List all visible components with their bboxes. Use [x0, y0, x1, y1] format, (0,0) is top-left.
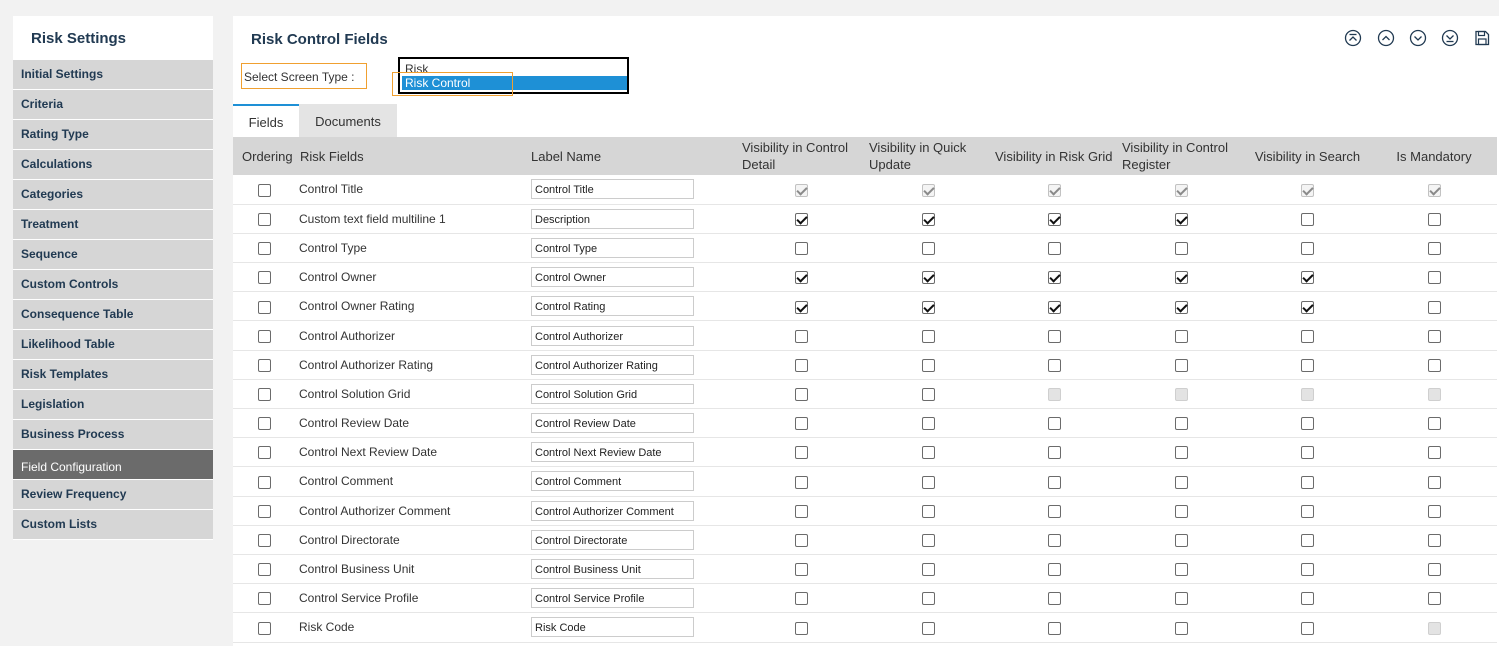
visibility-risk-grid-checkbox[interactable]: [1048, 592, 1061, 605]
visibility-control-register-checkbox[interactable]: [1175, 622, 1188, 635]
is-mandatory-checkbox[interactable]: [1428, 301, 1441, 314]
label-name-input[interactable]: Control Owner: [531, 267, 694, 287]
label-name-input[interactable]: Description: [531, 209, 694, 229]
visibility-control-detail-checkbox[interactable]: [795, 242, 808, 255]
visibility-control-register-checkbox[interactable]: [1175, 330, 1188, 343]
ordering-checkbox[interactable]: [258, 388, 271, 401]
visibility-quick-update-checkbox[interactable]: [922, 417, 935, 430]
is-mandatory-checkbox[interactable]: [1428, 446, 1441, 459]
sidebar: [13, 16, 213, 540]
label-name-input[interactable]: Control Next Review Date: [531, 442, 694, 462]
visibility-search-checkbox[interactable]: [1301, 417, 1314, 430]
sidebar-item-likelihood-table[interactable]: Likelihood Table: [13, 330, 213, 360]
visibility-search-checkbox[interactable]: [1301, 622, 1314, 635]
sidebar-item-calculations[interactable]: Calculations: [13, 150, 213, 180]
table-header-row: [233, 137, 1497, 175]
page-title: Risk Control Fields: [251, 31, 388, 48]
ordering-checkbox[interactable]: [258, 622, 271, 635]
is-mandatory-checkbox: [1428, 184, 1441, 197]
is-mandatory-checkbox[interactable]: [1428, 330, 1441, 343]
sidebar-item-field-configuration[interactable]: Field Configuration: [13, 450, 213, 480]
visibility-search-checkbox[interactable]: [1301, 301, 1314, 314]
risk-field-name: Control Comment: [296, 467, 527, 496]
visibility-search-checkbox[interactable]: [1301, 476, 1314, 489]
visibility-control-register-checkbox[interactable]: [1175, 359, 1188, 372]
visibility-risk-grid-checkbox[interactable]: [1048, 622, 1061, 635]
table-row: [233, 584, 1497, 613]
risk-field-name: Control Type: [296, 233, 527, 262]
is-mandatory-checkbox[interactable]: [1428, 534, 1441, 547]
visibility-control-register-checkbox[interactable]: [1175, 271, 1188, 284]
label-name-input[interactable]: Control Business Unit: [531, 559, 694, 579]
visibility-control-detail-checkbox[interactable]: [795, 330, 808, 343]
screen-type-label: Select Screen Type :: [241, 63, 367, 89]
table-row: [233, 350, 1497, 379]
visibility-control-register-checkbox[interactable]: [1175, 446, 1188, 459]
sidebar-item-business-process[interactable]: Business Process: [13, 420, 213, 450]
sidebar-item-custom-lists[interactable]: Custom Lists: [13, 510, 213, 540]
risk-field-name: Risk Code: [296, 613, 527, 642]
visibility-control-register-checkbox[interactable]: [1175, 242, 1188, 255]
visibility-risk-grid-checkbox[interactable]: [1048, 476, 1061, 489]
save-icon[interactable]: [1473, 29, 1491, 47]
risk-field-name: Control Review Date: [296, 409, 527, 438]
sidebar-item-review-frequency[interactable]: Review Frequency: [13, 480, 213, 510]
visibility-quick-update-checkbox[interactable]: [922, 446, 935, 459]
risk-field-name: Custom text field multiline 1: [296, 204, 527, 233]
sidebar-item-custom-controls[interactable]: Custom Controls: [13, 270, 213, 300]
table-row: [233, 204, 1497, 233]
visibility-search-checkbox[interactable]: [1301, 271, 1314, 284]
label-name-input[interactable]: Risk Code: [531, 617, 694, 637]
table-row: [233, 496, 1497, 525]
sidebar-item-rating-type[interactable]: Rating Type: [13, 120, 213, 150]
sidebar-item-categories[interactable]: Categories: [13, 180, 213, 210]
visibility-quick-update-checkbox[interactable]: [922, 505, 935, 518]
label-name-input[interactable]: Control Authorizer Rating: [531, 355, 694, 375]
visibility-search-checkbox[interactable]: [1301, 446, 1314, 459]
sidebar-title: Risk Settings: [13, 16, 213, 60]
sidebar-item-sequence[interactable]: Sequence: [13, 240, 213, 270]
ordering-checkbox[interactable]: [258, 505, 271, 518]
is-mandatory-checkbox[interactable]: [1428, 476, 1441, 489]
visibility-control-detail-checkbox[interactable]: [795, 505, 808, 518]
risk-field-name: Control Authorizer Rating: [296, 350, 527, 379]
risk-field-name: Control Solution Grid: [296, 379, 527, 408]
visibility-control-register-checkbox[interactable]: [1175, 213, 1188, 226]
risk-field-name: Control Authorizer: [296, 321, 527, 350]
visibility-quick-update-checkbox[interactable]: [922, 213, 935, 226]
risk-field-name: Control Business Unit: [296, 554, 527, 583]
visibility-quick-update-checkbox[interactable]: [922, 476, 935, 489]
label-name-input[interactable]: Control Review Date: [531, 413, 694, 433]
label-name-input[interactable]: Control Authorizer Comment: [531, 501, 694, 521]
visibility-risk-grid-checkbox: [1048, 184, 1061, 197]
table-row: [233, 525, 1497, 554]
visibility-quick-update-checkbox[interactable]: [922, 534, 935, 547]
header-visibility-control-detail: Visibility in Control Detail: [738, 137, 865, 175]
visibility-quick-update-checkbox[interactable]: [922, 563, 935, 576]
ordering-checkbox[interactable]: [258, 242, 271, 255]
visibility-quick-update-checkbox[interactable]: [922, 330, 935, 343]
visibility-control-detail-checkbox[interactable]: [795, 622, 808, 635]
label-name-input[interactable]: Control Type: [531, 238, 694, 258]
visibility-risk-grid-checkbox[interactable]: [1048, 213, 1061, 226]
screen-type-option-risk[interactable]: Risk: [405, 62, 429, 76]
move-down-icon[interactable]: [1409, 29, 1427, 47]
ordering-checkbox[interactable]: [258, 563, 271, 576]
visibility-search-checkbox[interactable]: [1301, 330, 1314, 343]
visibility-search-checkbox[interactable]: [1301, 534, 1314, 547]
visibility-risk-grid-checkbox[interactable]: [1048, 505, 1061, 518]
visibility-quick-update-checkbox[interactable]: [922, 242, 935, 255]
risk-field-name: Control Owner: [296, 263, 527, 292]
is-mandatory-checkbox: [1428, 622, 1441, 635]
visibility-control-detail-checkbox[interactable]: [795, 592, 808, 605]
visibility-control-detail-checkbox[interactable]: [795, 301, 808, 314]
visibility-control-register-checkbox[interactable]: [1175, 592, 1188, 605]
label-name-input[interactable]: Control Directorate: [531, 530, 694, 550]
table-row: [233, 554, 1497, 583]
is-mandatory-checkbox: [1428, 388, 1441, 401]
table-row: [233, 263, 1497, 292]
is-mandatory-checkbox[interactable]: [1428, 242, 1441, 255]
table-row: [233, 321, 1497, 350]
ordering-checkbox[interactable]: [258, 301, 271, 314]
visibility-risk-grid-checkbox[interactable]: [1048, 563, 1061, 576]
visibility-quick-update-checkbox[interactable]: [922, 359, 935, 372]
risk-field-name: Control Title: [296, 175, 527, 204]
visibility-search-checkbox[interactable]: [1301, 563, 1314, 576]
visibility-control-register-checkbox: [1175, 184, 1188, 197]
label-name-input[interactable]: Control Title: [531, 179, 694, 199]
visibility-search-checkbox[interactable]: [1301, 213, 1314, 226]
ordering-checkbox[interactable]: [258, 534, 271, 547]
ordering-checkbox[interactable]: [258, 417, 271, 430]
table-row: [233, 233, 1497, 262]
visibility-control-detail-checkbox[interactable]: [795, 563, 808, 576]
main-panel: [233, 16, 1499, 646]
is-mandatory-checkbox[interactable]: [1428, 271, 1441, 284]
ordering-checkbox[interactable]: [258, 330, 271, 343]
header-visibility-control-register: Visibility in Control Register: [1118, 137, 1244, 175]
visibility-control-detail-checkbox[interactable]: [795, 476, 808, 489]
tab-documents[interactable]: Documents: [299, 104, 397, 137]
sidebar-item-initial-settings[interactable]: Initial Settings: [13, 60, 213, 90]
is-mandatory-checkbox[interactable]: [1428, 417, 1441, 430]
header-visibility-risk-grid: Visibility in Risk Grid: [991, 137, 1118, 175]
is-mandatory-checkbox[interactable]: [1428, 505, 1441, 518]
move-up-icon[interactable]: [1377, 29, 1395, 47]
screen-type-listbox[interactable]: [398, 57, 629, 94]
is-mandatory-checkbox[interactable]: [1428, 359, 1441, 372]
visibility-quick-update-checkbox[interactable]: [922, 271, 935, 284]
move-to-bottom-icon[interactable]: [1441, 29, 1459, 47]
visibility-control-register-checkbox[interactable]: [1175, 505, 1188, 518]
risk-field-name: Control Authorizer Comment: [296, 496, 527, 525]
visibility-quick-update-checkbox[interactable]: [922, 622, 935, 635]
ordering-checkbox[interactable]: [258, 359, 271, 372]
ordering-checkbox[interactable]: [258, 476, 271, 489]
header-label-name: Label Name: [527, 137, 738, 175]
label-name-input[interactable]: Control Solution Grid: [531, 384, 694, 404]
is-mandatory-checkbox[interactable]: [1428, 213, 1441, 226]
label-name-input[interactable]: Control Comment: [531, 471, 694, 491]
sidebar-menu: [13, 60, 213, 540]
sidebar-item-legislation[interactable]: Legislation: [13, 390, 213, 420]
visibility-search-checkbox[interactable]: [1301, 242, 1314, 255]
visibility-control-detail-checkbox[interactable]: [795, 534, 808, 547]
visibility-control-register-checkbox[interactable]: [1175, 476, 1188, 489]
table-row: [233, 409, 1497, 438]
label-name-input[interactable]: Control Rating: [531, 296, 694, 316]
visibility-search-checkbox: [1301, 388, 1314, 401]
table-row: [233, 438, 1497, 467]
visibility-risk-grid-checkbox[interactable]: [1048, 446, 1061, 459]
table-row: [233, 379, 1497, 408]
header-risk-fields: Risk Fields: [296, 137, 527, 175]
ordering-checkbox[interactable]: [258, 592, 271, 605]
visibility-control-detail-checkbox[interactable]: [795, 417, 808, 430]
visibility-control-detail-checkbox[interactable]: [795, 271, 808, 284]
risk-field-name: Control Owner Rating: [296, 292, 527, 321]
label-name-input[interactable]: Control Service Profile: [531, 588, 694, 608]
visibility-quick-update-checkbox: [922, 184, 935, 197]
fields-table: [233, 137, 1497, 643]
table-row: [233, 175, 1497, 204]
visibility-risk-grid-checkbox: [1048, 388, 1061, 401]
visibility-control-detail-checkbox[interactable]: [795, 213, 808, 226]
visibility-quick-update-checkbox[interactable]: [922, 592, 935, 605]
visibility-control-register-checkbox[interactable]: [1175, 301, 1188, 314]
table-row: [233, 613, 1497, 642]
visibility-control-register-checkbox[interactable]: [1175, 563, 1188, 576]
visibility-risk-grid-checkbox[interactable]: [1048, 417, 1061, 430]
sidebar-item-consequence-table[interactable]: Consequence Table: [13, 300, 213, 330]
visibility-quick-update-checkbox[interactable]: [922, 301, 935, 314]
table-row: [233, 467, 1497, 496]
label-name-input[interactable]: Control Authorizer: [531, 326, 694, 346]
ordering-checkbox[interactable]: [258, 271, 271, 284]
table-row: [233, 292, 1497, 321]
screen-type-option-risk-control[interactable]: Risk Control: [402, 76, 627, 90]
visibility-risk-grid-checkbox[interactable]: [1048, 534, 1061, 547]
ordering-checkbox[interactable]: [258, 184, 271, 197]
risk-field-name: Control Directorate: [296, 525, 527, 554]
visibility-search-checkbox[interactable]: [1301, 359, 1314, 372]
visibility-search-checkbox: [1301, 184, 1314, 197]
header-visibility-search: Visibility in Search: [1244, 137, 1371, 175]
visibility-search-checkbox[interactable]: [1301, 505, 1314, 518]
visibility-risk-grid-checkbox[interactable]: [1048, 242, 1061, 255]
visibility-search-checkbox[interactable]: [1301, 592, 1314, 605]
visibility-risk-grid-checkbox[interactable]: [1048, 330, 1061, 343]
risk-field-name: Control Service Profile: [296, 584, 527, 613]
visibility-control-detail-checkbox: [795, 184, 808, 197]
is-mandatory-checkbox[interactable]: [1428, 592, 1441, 605]
is-mandatory-checkbox[interactable]: [1428, 563, 1441, 576]
visibility-risk-grid-checkbox[interactable]: [1048, 359, 1061, 372]
sidebar-item-risk-templates[interactable]: Risk Templates: [13, 360, 213, 390]
visibility-control-detail-checkbox[interactable]: [795, 359, 808, 372]
ordering-checkbox[interactable]: [258, 446, 271, 459]
visibility-risk-grid-checkbox[interactable]: [1048, 301, 1061, 314]
visibility-control-register-checkbox[interactable]: [1175, 417, 1188, 430]
tab-fields[interactable]: Fields: [233, 104, 299, 137]
header-ordering: Ordering: [233, 137, 296, 175]
sidebar-item-criteria[interactable]: Criteria: [13, 90, 213, 120]
visibility-quick-update-checkbox[interactable]: [922, 388, 935, 401]
visibility-control-detail-checkbox[interactable]: [795, 388, 808, 401]
risk-field-name: Control Next Review Date: [296, 438, 527, 467]
move-to-top-icon[interactable]: [1344, 29, 1362, 47]
visibility-risk-grid-checkbox[interactable]: [1048, 271, 1061, 284]
visibility-control-register-checkbox[interactable]: [1175, 534, 1188, 547]
header-is-mandatory: Is Mandatory: [1371, 137, 1497, 175]
visibility-control-detail-checkbox[interactable]: [795, 446, 808, 459]
visibility-control-register-checkbox: [1175, 388, 1188, 401]
header-visibility-quick-update: Visibility in Quick Update: [865, 137, 991, 175]
sidebar-item-treatment[interactable]: Treatment: [13, 210, 213, 240]
ordering-checkbox[interactable]: [258, 213, 271, 226]
